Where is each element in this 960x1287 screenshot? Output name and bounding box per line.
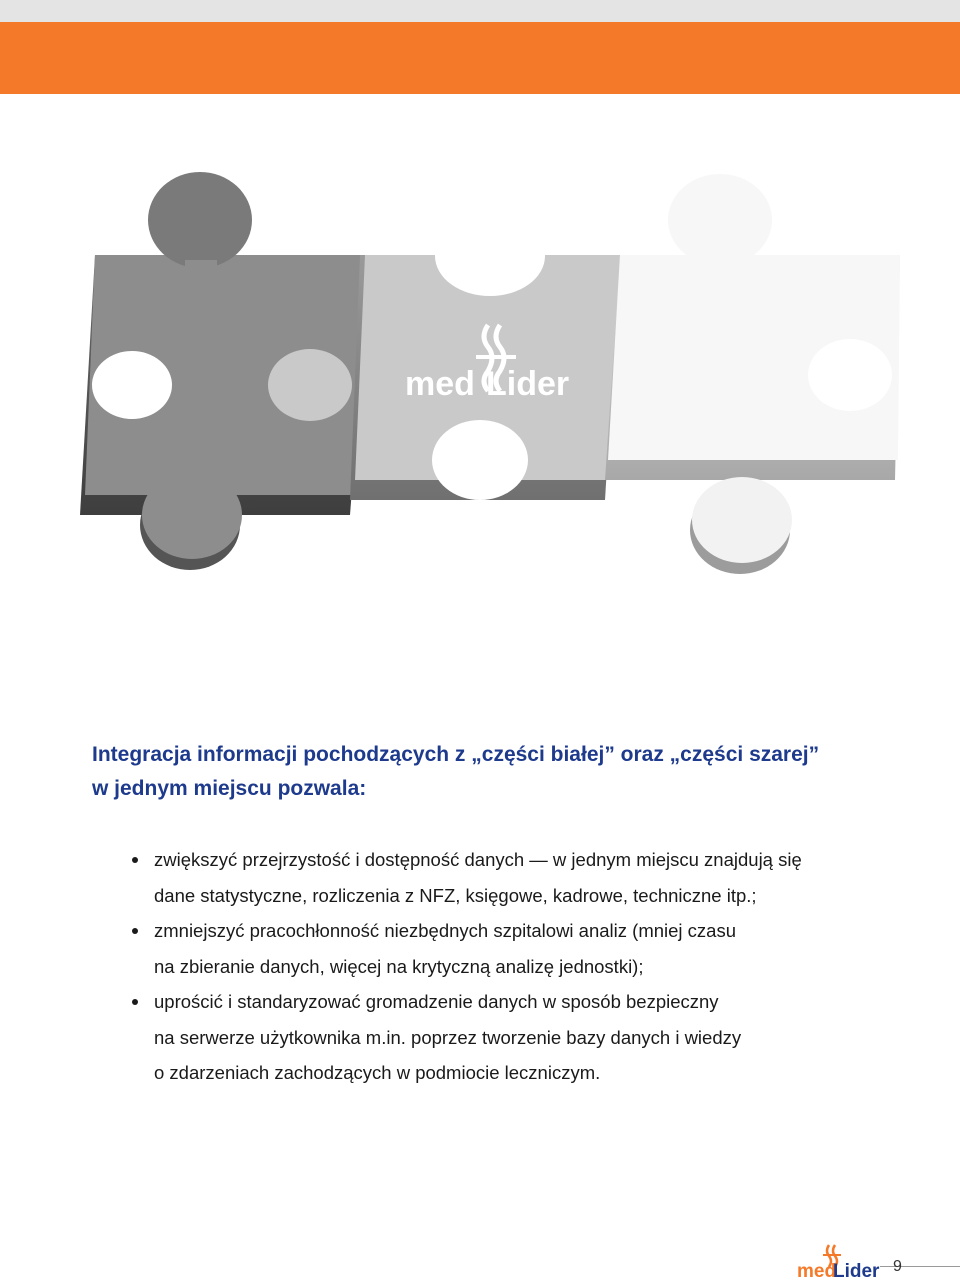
footer-logo-text-right: Lider — [833, 1261, 880, 1281]
puzzle-illustration — [60, 160, 920, 620]
heading-line-1: Integracja informacji pochodzących z „części białej” oraz „części szarej” — [92, 743, 820, 766]
list-item-line: zwiększyć przejrzystość i dostępność danych — w jednym miejscu znajdują się — [154, 849, 802, 870]
list-item-line: uprościć i standaryzować gromadzenie danych w sposób bezpieczny — [154, 991, 719, 1012]
list-item-line: o zdarzeniach zachodzących w podmiocie leczniczym. — [154, 1062, 601, 1083]
list-item-line: dane statystyczne, rozliczenia z NFZ, księgowe, kadrowe, techniczne itp.; — [154, 884, 757, 906]
bullet-icon — [132, 928, 138, 934]
list-item-line: na zbieranie danych, więcej na krytyczną analizę jednostki); — [154, 955, 644, 977]
footer-rule — [880, 1266, 960, 1267]
bullet-icon — [132, 999, 138, 1005]
list-item — [130, 913, 890, 984]
bullet-icon — [132, 857, 138, 863]
puzzle-piece-white — [605, 174, 900, 574]
section-heading — [92, 738, 882, 806]
page-number: 9 — [893, 1258, 902, 1275]
puzzle-logo-text-left: med — [405, 365, 475, 403]
top-orange-band — [0, 22, 960, 94]
heading-line-2: w jednym miejscu pozwala: — [92, 777, 367, 800]
list-item — [130, 842, 890, 913]
list-item — [130, 984, 890, 1091]
footer-logo — [795, 1243, 885, 1281]
top-gray-band — [0, 0, 960, 22]
footer-logo-text-left: med — [797, 1261, 837, 1281]
list-item-line: zmniejszyć pracochłonność niezbędnych szpitalowi analiz (mniej czasu — [154, 920, 736, 941]
puzzle-logo-text-right: Lider — [486, 365, 570, 403]
benefits-list — [130, 842, 890, 1091]
list-item-line: na serwerze użytkownika m.in. poprzez tworzenie bazy danych i wiedzy — [154, 1026, 742, 1048]
